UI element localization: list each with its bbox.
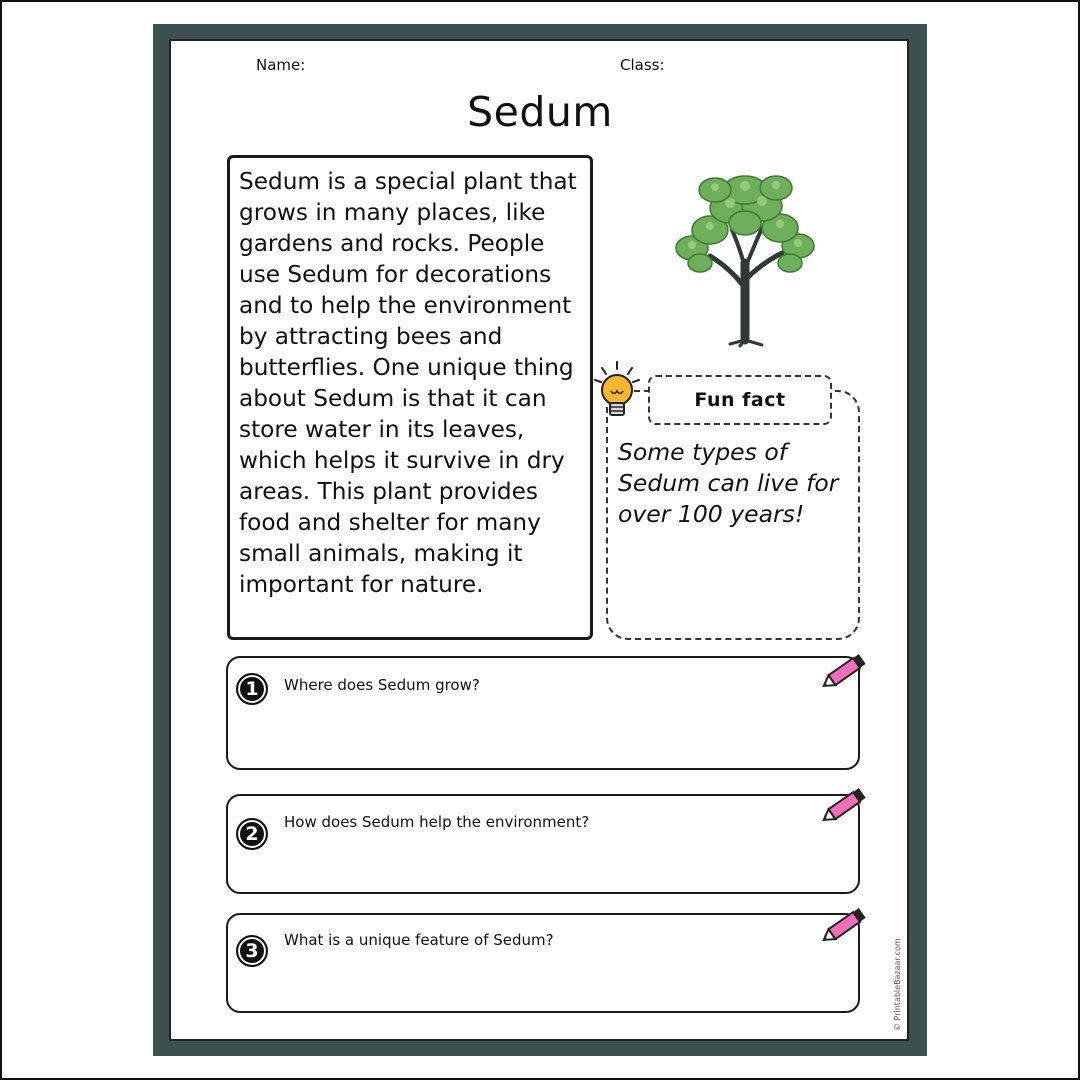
tree-illustration bbox=[670, 168, 820, 348]
question-number-badge: 2 bbox=[236, 818, 268, 850]
question-2-box[interactable] bbox=[226, 794, 860, 894]
pencil-icon bbox=[818, 904, 870, 950]
question-text: What is a unique feature of Sedum? bbox=[284, 931, 554, 949]
class-label: Class: bbox=[620, 56, 665, 74]
question-text: Where does Sedum grow? bbox=[284, 676, 480, 694]
pencil-icon bbox=[818, 784, 870, 830]
question-number-badge: 1 bbox=[236, 673, 268, 705]
question-1-box[interactable] bbox=[226, 656, 860, 770]
page-title: Sedum bbox=[467, 88, 613, 136]
reading-passage-box bbox=[227, 155, 593, 640]
question-3-box[interactable] bbox=[226, 913, 860, 1013]
name-label: Name: bbox=[256, 56, 306, 74]
question-number-badge: 3 bbox=[236, 935, 268, 967]
fun-fact-heading: Fun fact bbox=[648, 375, 832, 425]
pencil-icon bbox=[818, 650, 870, 696]
lightbulb-icon bbox=[592, 360, 642, 420]
question-text: How does Sedum help the environment? bbox=[284, 813, 590, 831]
fun-fact-text: Some types of Sedum can live for over 100 years! bbox=[618, 438, 839, 528]
copyright-watermark: © PrintableBazaar.com bbox=[893, 938, 902, 1031]
reading-passage-text: Sedum is a special plant that grows in many places, like gardens and rocks. People use Sedum for decorations and to help the environment by attracting bees and butterflies. One unique thing about Sedum is that it can store water in its leaves, which helps it survive in dry areas. This plant provides food and shelter for many small animals, making it important for nature. bbox=[239, 168, 577, 598]
